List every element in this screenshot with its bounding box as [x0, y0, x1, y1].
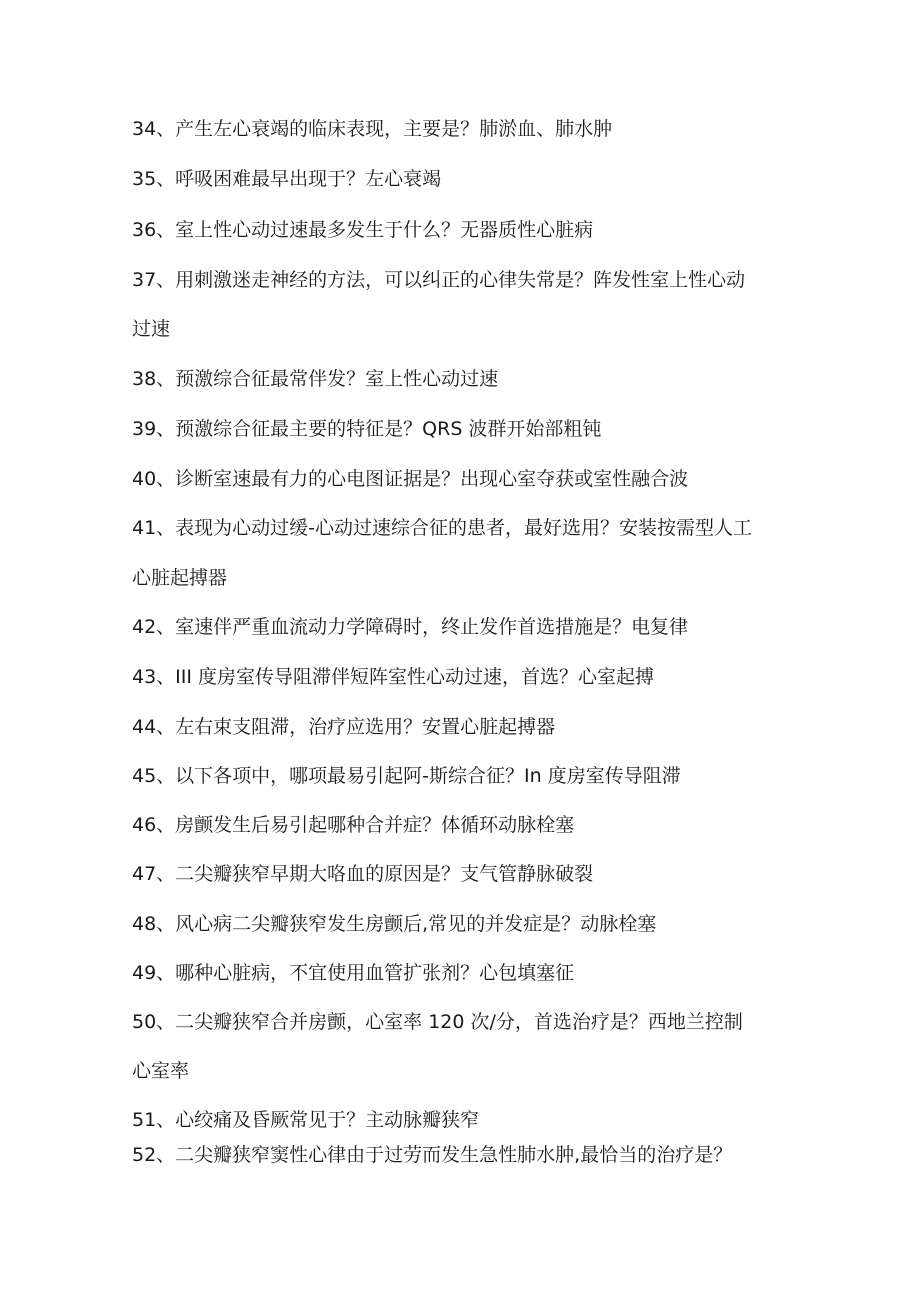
qa-line-35: 35、呼吸困难最早出现于？左心衰竭: [132, 168, 442, 190]
qa-line-37: 37、用刺激迷走神经的方法，可以纠正的心律失常是？阵发性室上性心动: [132, 269, 746, 291]
qa-line-47: 47、二尖瓣狭窄早期大咯血的原因是？支气管静脉破裂: [132, 863, 594, 885]
qa-line-49: 49、哪种心脏病，不宜使用血管扩张剂？心包填塞征: [132, 962, 575, 984]
qa-line-50: 50、二尖瓣狭窄合并房颤，心室率 120 次/分，首选治疗是？西地兰控制: [132, 1011, 743, 1033]
qa-line-51: 51、心绞痛及昏厥常见于？主动脉瓣狭窄: [132, 1109, 480, 1131]
qa-line-46: 46、房颤发生后易引起哪种合并症？体循环动脉栓塞: [132, 814, 575, 836]
qa-line-43: 43、III 度房室传导阻滞伴短阵室性心动过速，首选？心室起搏: [132, 666, 655, 688]
qa-line-40: 40、诊断室速最有力的心电图证据是？出现心室夺获或室性融合波: [132, 468, 689, 490]
qa-line-36: 36、室上性心动过速最多发生于什么？无器质性心脏病: [132, 219, 594, 241]
qa-line-41-cont: 心脏起搏器: [132, 567, 228, 589]
qa-line-44: 44、左右束支阻滞，治疗应选用？安置心脏起搏器: [132, 716, 556, 738]
qa-line-38: 38、预激综合征最常伴发？室上性心动过速: [132, 368, 499, 390]
qa-line-37-cont: 过速: [132, 318, 171, 340]
qa-line-45: 45、以下各项中，哪项最易引起阿-斯综合征？In 度房室传导阻滞: [132, 765, 681, 787]
qa-line-52: 52、二尖瓣狭窄窦性心律由于过劳而发生急性肺水肿,最恰当的治疗是？: [132, 1144, 733, 1166]
qa-line-39: 39、预激综合征最主要的特征是？QRS 波群开始部粗钝: [132, 418, 602, 440]
qa-line-48: 48、风心病二尖瓣狭窄发生房颤后,常见的并发症是？动脉栓塞: [132, 913, 657, 935]
qa-line-42: 42、室速伴严重血流动力学障碍时，终止发作首选措施是？电复律: [132, 616, 689, 638]
qa-line-34: 34、产生左心衰竭的临床表现，主要是？肺淤血、肺水肿: [132, 118, 613, 140]
qa-line-41: 41、表现为心动过缓-心动过速综合征的患者，最好选用？安装按需型人工: [132, 517, 753, 539]
qa-line-50-cont: 心室率: [132, 1060, 190, 1082]
